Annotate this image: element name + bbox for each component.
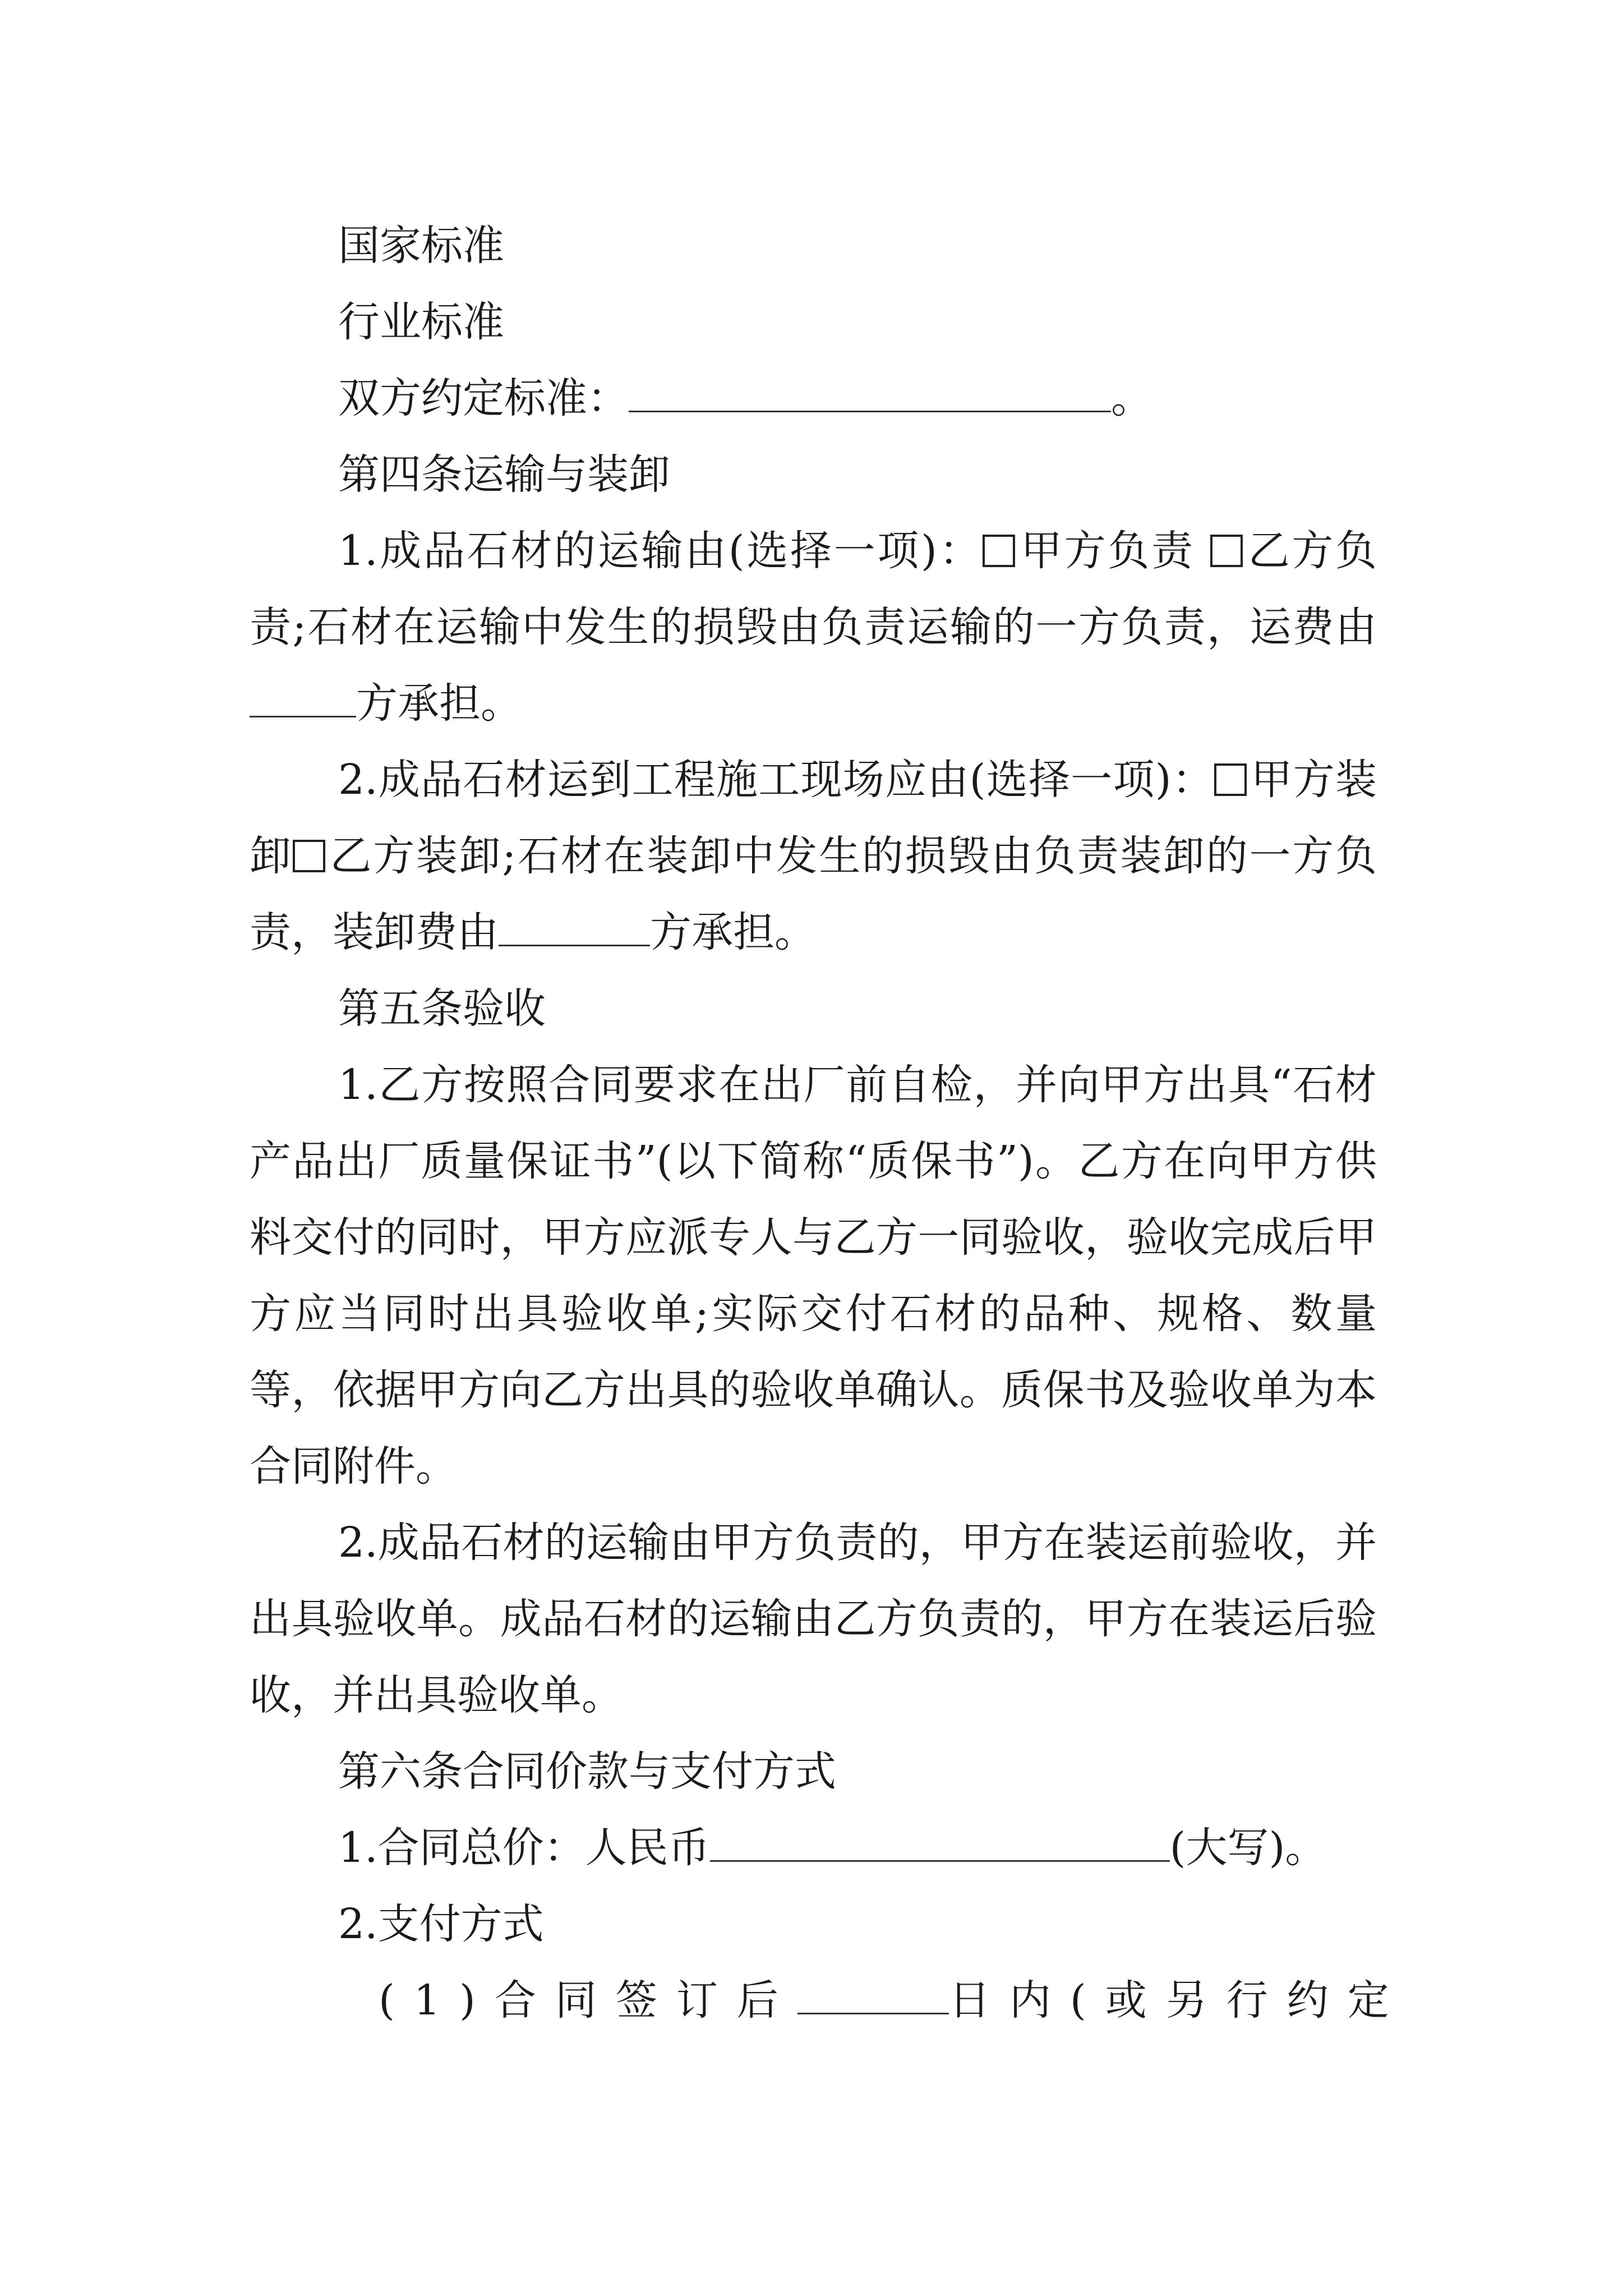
text-line: 1.合同总价：人民币 (大写)。 [338, 1824, 1327, 1872]
paragraph: 2.成品石材运到工程施工现场应由(选择一项)： 甲方装卸 乙方装卸;石材在装卸中发生的损毁由负责装卸的一方负责，装卸费由 方承担。 [250, 756, 1377, 956]
field-label: 双方约定标准： [338, 374, 629, 422]
checkbox[interactable] [1210, 535, 1243, 567]
checkbox[interactable] [293, 840, 325, 872]
paragraph: 2.成品石材的运输由甲方负责的，甲方在装运前验收，并出具验收单。成品石材的运输由乙方负责的，甲方在装运后验收，并出具验收单。 [250, 1519, 1377, 1719]
fill-blank[interactable] [710, 1826, 1170, 1862]
text-line: 双方约定标准： 。 [338, 374, 1152, 422]
paragraph: 1.成品石材的运输由(选择一项)： 甲方负责 乙方负责;石材在运输中发生的损毁由负责运输的一方负责，运费由方承担。 [250, 527, 1377, 728]
checkbox[interactable] [1214, 763, 1247, 796]
section-heading: 第五条验收 [338, 984, 546, 1033]
document-page [250, 208, 1408, 2039]
section-heading: 第四条运输与装卸 [338, 450, 670, 499]
text-line: 国家标准 [338, 222, 504, 270]
fill-blank[interactable] [797, 1979, 949, 2014]
paragraph: 1.乙方按照合同要求在出厂前自检，并向甲方出具“石材产品出厂质量保证书”(以下简称“质保书”)。乙方在向甲方供料交付的同时，甲方应派专人与乙方一同验收，验收完成后甲方应当同时出具验收单;实际交付石材的品种、规格、数量等，依据甲方向乙方出具的验收单确认。质保书及验收单为本合同附件。 [250, 1061, 1377, 1490]
section-heading: 第六条合同价款与支付方式 [338, 1747, 836, 1796]
text-line: (1)合同签订后 日内(或另行约定 [379, 1976, 1408, 2024]
text-line: 2.支付方式 [338, 1900, 544, 1948]
text-line: 行业标准 [338, 298, 504, 346]
checkbox[interactable] [983, 535, 1015, 567]
fill-blank[interactable] [629, 377, 1111, 412]
fill-blank[interactable] [250, 682, 356, 717]
fill-blank[interactable] [499, 911, 650, 946]
